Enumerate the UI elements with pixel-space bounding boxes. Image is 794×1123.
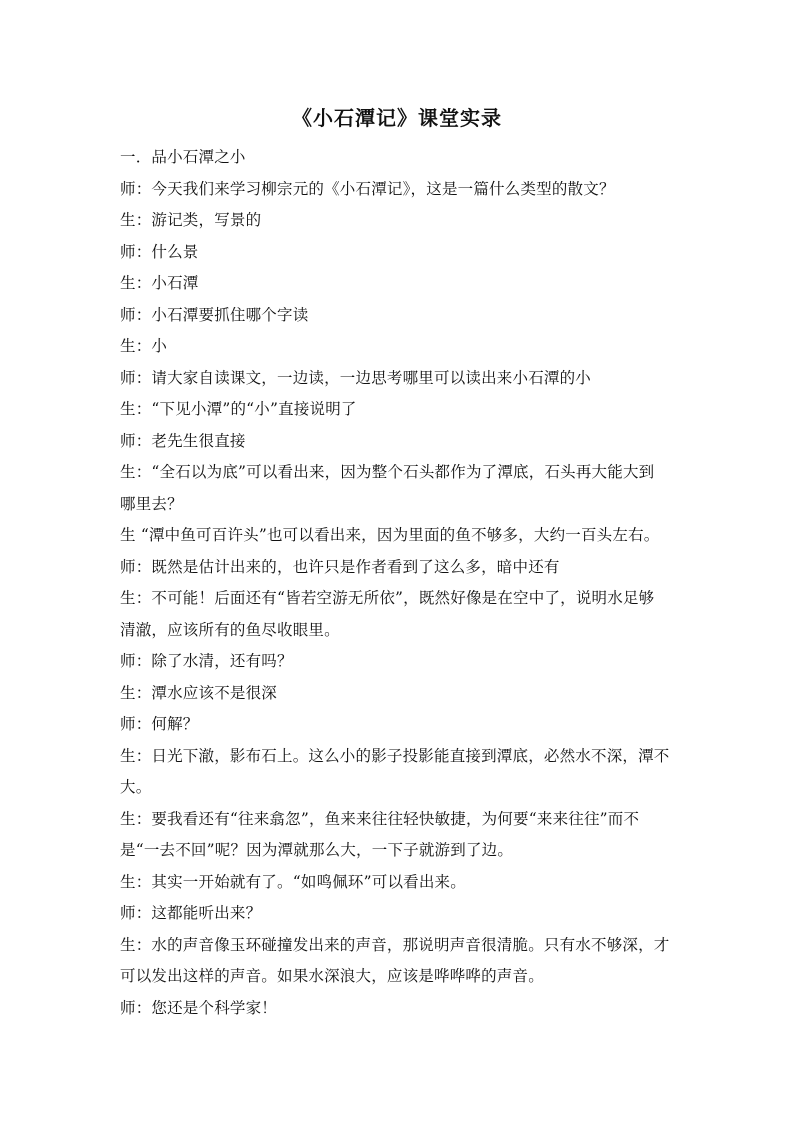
- document-body: [120, 142, 680, 1024]
- text-line: 生：“全石以为底”可以看出来，因为整个石头都作为了潭底，石头再大能大到: [120, 463, 655, 481]
- text-line: 生：“下见小潭”的“小”直接说明了: [120, 400, 357, 418]
- text-line: 一．品小石潭之小: [120, 148, 246, 166]
- document-title: 《小石潭记》课堂实录: [292, 106, 502, 130]
- text-line: 师：既然是估计出来的，也许只是作者看到了这么多，暗中还有: [120, 557, 560, 576]
- text-line: 师：何解？: [120, 715, 199, 733]
- text-line: 生：潭水应该不是很深: [120, 683, 278, 702]
- text-line: 生：日光下澈，影布石上。这么小的影子投影能直接到潭底，必然水不深，潭不: [120, 746, 670, 765]
- text-line: 生：小石潭: [120, 274, 199, 292]
- text-line: 生：水的声音像玉环碰撞发出来的声音，那说明声音很清脆。只有水不够深，才: [120, 935, 670, 954]
- text-line: 生：游记类，写景的: [120, 211, 262, 229]
- text-line: 师：您还是个科学家！: [120, 998, 278, 1017]
- text-line: 师：这都能听出来？: [120, 904, 262, 922]
- text-line: 师：什么景: [120, 242, 199, 261]
- text-line: 生：不可能！后面还有“皆若空游无所依”，既然好像是在空中了，说明水足够: [120, 589, 655, 607]
- text-line: 师：老先生很直接: [120, 431, 246, 450]
- text-line: 生 “潭中鱼可百许头”也可以看出来，因为里面的鱼不够多，大约一百头左右。: [120, 526, 660, 544]
- text-line: 师：小石潭要抓住哪个字读: [120, 305, 309, 324]
- text-line: 师：除了水清，还有吗？: [120, 652, 293, 670]
- text-line: 大。: [120, 778, 152, 796]
- text-line: 是“一去不回”呢？因为潭就那么大，一下子就游到了边。: [120, 841, 514, 859]
- text-line: 哪里去？: [120, 494, 183, 513]
- text-line: 生：小: [120, 337, 168, 355]
- text-line: 可以发出这样的声音。如果水深浪大，应该是哗哗哗的声音。: [120, 967, 544, 985]
- text-line: 师：请大家自读课文，一边读，一边思考哪里可以读出来小石潭的小: [120, 368, 592, 387]
- text-line: 清澈，应该所有的鱼尽收眼里。: [120, 620, 340, 639]
- text-line: 师：今天我们来学习柳宗元的《小石潭记》，这是一篇什么类型的散文？: [120, 179, 615, 198]
- text-line: 生：要我看还有“往来翕忽”，鱼来来往往轻快敏捷，为何要“来来往往”而不: [120, 809, 640, 828]
- text-line: 生：其实一开始就有了。“如鸣佩环”可以看出来。: [120, 872, 466, 891]
